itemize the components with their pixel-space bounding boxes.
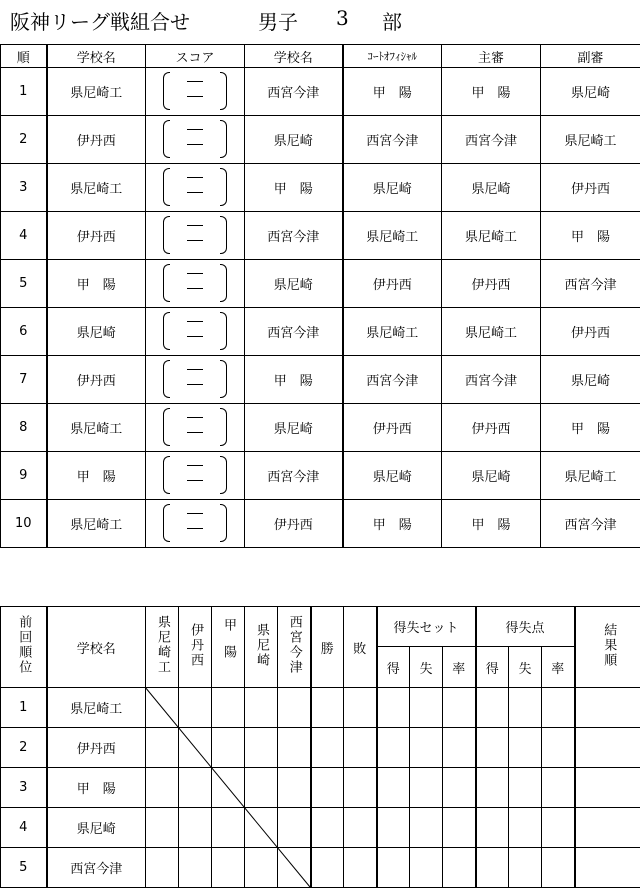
result-cell[interactable]: [377, 768, 410, 808]
result-cell[interactable]: [344, 848, 377, 888]
result-cell[interactable]: [278, 848, 311, 888]
header-score: スコア: [146, 45, 245, 68]
result-cell[interactable]: [476, 688, 509, 728]
header-order: 順: [1, 45, 47, 68]
referee: 西宮今津: [442, 116, 541, 164]
result-cell[interactable]: [245, 808, 278, 848]
score-box[interactable]: [163, 310, 227, 350]
team-b: 西宮今津: [245, 68, 343, 116]
score-box[interactable]: [163, 454, 227, 494]
schedule-row: [1, 404, 640, 452]
result-cell[interactable]: [410, 848, 443, 888]
result-cell[interactable]: [212, 688, 245, 728]
schedule-row: [1, 116, 640, 164]
match-number: 2: [1, 116, 47, 164]
result-cell[interactable]: [476, 848, 509, 888]
result-cell[interactable]: [245, 688, 278, 728]
header-previous-rank: 前回順位: [1, 607, 47, 688]
referee: 県尼崎工: [442, 308, 541, 356]
school-name: 甲 陽: [47, 768, 146, 808]
result-cell[interactable]: [245, 848, 278, 888]
team-a: 県尼崎工: [47, 68, 146, 116]
result-cell[interactable]: [509, 768, 542, 808]
title-division: 3: [336, 6, 349, 30]
team-a: 伊丹西: [47, 356, 146, 404]
schedule-row: [1, 260, 640, 308]
result-cell[interactable]: [146, 848, 179, 888]
result-cell[interactable]: [410, 728, 443, 768]
standings-row: [1, 808, 640, 848]
result-cell[interactable]: [542, 728, 575, 768]
score: [146, 404, 245, 452]
result-cell[interactable]: [410, 688, 443, 728]
court-official: 伊丹西: [343, 260, 442, 308]
result-cell[interactable]: [509, 728, 542, 768]
umpire: 県尼崎工: [541, 116, 640, 164]
team-a: 伊丹西: [47, 212, 146, 260]
result-cell[interactable]: [443, 688, 476, 728]
result-cell[interactable]: [311, 848, 344, 888]
result-cell[interactable]: [377, 848, 410, 888]
schedule-row: [1, 452, 640, 500]
referee: 県尼崎: [442, 164, 541, 212]
header-vs-0: 県尼崎工: [146, 607, 179, 688]
header-vs-4: 西宮今津: [278, 607, 311, 688]
court-official: 県尼崎工: [343, 212, 442, 260]
result-cell[interactable]: [212, 848, 245, 888]
standings-row: [1, 728, 640, 768]
school-name: 県尼崎: [47, 808, 146, 848]
header-points: 得失点: [476, 607, 575, 647]
team-b: 西宮今津: [245, 452, 343, 500]
header-vs-2: 甲陽: [212, 607, 245, 688]
result-cell[interactable]: [245, 768, 278, 808]
page-title: [10, 2, 402, 34]
umpire: 西宮今津: [541, 260, 640, 308]
court-official: 西宮今津: [343, 356, 442, 404]
team-b: 県尼崎: [245, 260, 343, 308]
header-result: 結果順: [575, 607, 640, 688]
result-cell[interactable]: [443, 848, 476, 888]
result-cell[interactable]: [179, 848, 212, 888]
referee: 伊丹西: [442, 404, 541, 452]
match-number: 9: [1, 452, 47, 500]
result-cell[interactable]: [542, 848, 575, 888]
result-cell[interactable]: [212, 768, 245, 808]
match-number: 7: [1, 356, 47, 404]
umpire: 県尼崎: [541, 68, 640, 116]
result-cell[interactable]: [575, 848, 640, 888]
result-cell[interactable]: [212, 808, 245, 848]
umpire: 甲 陽: [541, 212, 640, 260]
result-cell[interactable]: [179, 768, 212, 808]
result-cell[interactable]: [278, 728, 311, 768]
team-a: 県尼崎工: [47, 404, 146, 452]
header-school-b: 学校名: [245, 45, 343, 68]
result-cell[interactable]: [575, 688, 640, 728]
result-cell[interactable]: [245, 728, 278, 768]
result-cell[interactable]: [509, 848, 542, 888]
result-cell[interactable]: [575, 808, 640, 848]
score-box[interactable]: [163, 166, 227, 206]
result-cell[interactable]: [311, 808, 344, 848]
score-box[interactable]: [163, 406, 227, 446]
umpire: 伊丹西: [541, 164, 640, 212]
team-b: 県尼崎: [245, 404, 343, 452]
umpire: 西宮今津: [541, 500, 640, 548]
result-cell[interactable]: [146, 808, 179, 848]
score: [146, 164, 245, 212]
result-cell[interactable]: [344, 728, 377, 768]
team-b: 県尼崎: [245, 116, 343, 164]
result-cell[interactable]: [542, 808, 575, 848]
result-cell[interactable]: [509, 808, 542, 848]
score: [146, 116, 245, 164]
team-b: 西宮今津: [245, 308, 343, 356]
match-number: 3: [1, 164, 47, 212]
result-cell[interactable]: [476, 768, 509, 808]
court-official: 甲 陽: [343, 500, 442, 548]
referee: 甲 陽: [442, 500, 541, 548]
result-cell[interactable]: [377, 688, 410, 728]
result-cell[interactable]: [278, 688, 311, 728]
score: [146, 500, 245, 548]
team-a: 県尼崎: [47, 308, 146, 356]
title-category: 男子: [258, 10, 298, 34]
header-points-gain: 得: [476, 647, 509, 688]
court-official: 県尼崎工: [343, 308, 442, 356]
schedule-header-row: [1, 45, 640, 68]
team-a: 伊丹西: [47, 116, 146, 164]
umpire: 県尼崎工: [541, 452, 640, 500]
result-cell[interactable]: [542, 768, 575, 808]
match-number: 8: [1, 404, 47, 452]
result-cell[interactable]: [476, 808, 509, 848]
team-b: 甲 陽: [245, 164, 343, 212]
header-sets-loss: 失: [410, 647, 443, 688]
result-cell[interactable]: [575, 768, 640, 808]
result-cell[interactable]: [542, 688, 575, 728]
referee: 県尼崎工: [442, 212, 541, 260]
title-division-suffix: 部: [382, 10, 402, 34]
score: [146, 356, 245, 404]
result-cell[interactable]: [311, 768, 344, 808]
title-main: 阪神リーグ戦組合せ: [10, 10, 190, 34]
result-cell[interactable]: [344, 808, 377, 848]
score: [146, 260, 245, 308]
result-cell[interactable]: [278, 768, 311, 808]
standings-row: [1, 848, 640, 888]
score-box[interactable]: [163, 118, 227, 158]
result-cell[interactable]: [377, 808, 410, 848]
previous-rank: 5: [1, 848, 47, 888]
standings-row: [1, 688, 640, 728]
header-points-rate: 率: [542, 647, 575, 688]
score: [146, 68, 245, 116]
umpire: 伊丹西: [541, 308, 640, 356]
team-a: 県尼崎工: [47, 164, 146, 212]
result-cell[interactable]: [443, 728, 476, 768]
previous-rank: 4: [1, 808, 47, 848]
schedule-row: [1, 68, 640, 116]
team-b: 西宮今津: [245, 212, 343, 260]
match-number: 1: [1, 68, 47, 116]
team-b: 甲 陽: [245, 356, 343, 404]
result-cell[interactable]: [443, 768, 476, 808]
match-number: 10: [1, 500, 47, 548]
match-number: 6: [1, 308, 47, 356]
result-cell[interactable]: [278, 808, 311, 848]
team-a: 甲 陽: [47, 260, 146, 308]
score-box[interactable]: [163, 70, 227, 110]
result-cell[interactable]: [410, 768, 443, 808]
schedule-row: [1, 212, 640, 260]
court-official: 県尼崎: [343, 164, 442, 212]
standings-table: [0, 606, 640, 888]
school-name: 西宮今津: [47, 848, 146, 888]
header-win: 勝: [311, 607, 344, 688]
result-cell[interactable]: [410, 808, 443, 848]
standings-row: [1, 768, 640, 808]
score-box[interactable]: [163, 502, 227, 542]
score: [146, 452, 245, 500]
result-cell[interactable]: [476, 728, 509, 768]
previous-rank: 1: [1, 688, 47, 728]
header-points-loss: 失: [509, 647, 542, 688]
schedule-row: [1, 500, 640, 548]
result-cell[interactable]: [575, 728, 640, 768]
result-cell[interactable]: [311, 728, 344, 768]
schedule-row: [1, 164, 640, 212]
match-number: 5: [1, 260, 47, 308]
header-sets: 得失セット: [377, 607, 476, 647]
score-box[interactable]: [163, 214, 227, 254]
result-cell[interactable]: [377, 728, 410, 768]
court-official: 甲 陽: [343, 68, 442, 116]
header-court-official: ｺｰﾄｵﾌｨｼｬﾙ: [343, 45, 442, 68]
result-cell[interactable]: [344, 768, 377, 808]
score-box[interactable]: [163, 262, 227, 302]
team-a: 甲 陽: [47, 452, 146, 500]
result-cell[interactable]: [443, 808, 476, 848]
header-vs-1: 伊丹西: [179, 607, 212, 688]
court-official: 伊丹西: [343, 404, 442, 452]
score-box[interactable]: [163, 358, 227, 398]
header-school-a: 学校名: [47, 45, 146, 68]
referee: 伊丹西: [442, 260, 541, 308]
previous-rank: 3: [1, 768, 47, 808]
header-loss: 敗: [344, 607, 377, 688]
result-cell[interactable]: [179, 728, 212, 768]
result-cell[interactable]: [509, 688, 542, 728]
team-a: 県尼崎工: [47, 500, 146, 548]
umpire: 甲 陽: [541, 404, 640, 452]
header-school: 学校名: [47, 607, 146, 688]
court-official: 県尼崎: [343, 452, 442, 500]
referee: 甲 陽: [442, 68, 541, 116]
score: [146, 308, 245, 356]
match-number: 4: [1, 212, 47, 260]
schedule-row: [1, 356, 640, 404]
result-cell[interactable]: [146, 728, 179, 768]
school-name: 県尼崎工: [47, 688, 146, 728]
result-cell[interactable]: [146, 688, 179, 728]
court-official: 西宮今津: [343, 116, 442, 164]
previous-rank: 2: [1, 728, 47, 768]
result-cell[interactable]: [212, 728, 245, 768]
score: [146, 212, 245, 260]
header-sets-gain: 得: [377, 647, 410, 688]
school-name: 伊丹西: [47, 728, 146, 768]
schedule-row: [1, 308, 640, 356]
team-b: 伊丹西: [245, 500, 343, 548]
result-cell[interactable]: [179, 808, 212, 848]
header-sets-rate: 率: [443, 647, 476, 688]
result-cell[interactable]: [344, 688, 377, 728]
referee: 西宮今津: [442, 356, 541, 404]
header-umpire: 副審: [541, 45, 640, 68]
result-cell[interactable]: [311, 688, 344, 728]
header-referee: 主審: [442, 45, 541, 68]
referee: 県尼崎: [442, 452, 541, 500]
schedule-table: [0, 44, 640, 548]
result-cell[interactable]: [179, 688, 212, 728]
header-vs-3: 県尼崎: [245, 607, 278, 688]
result-cell[interactable]: [146, 768, 179, 808]
umpire: 県尼崎: [541, 356, 640, 404]
